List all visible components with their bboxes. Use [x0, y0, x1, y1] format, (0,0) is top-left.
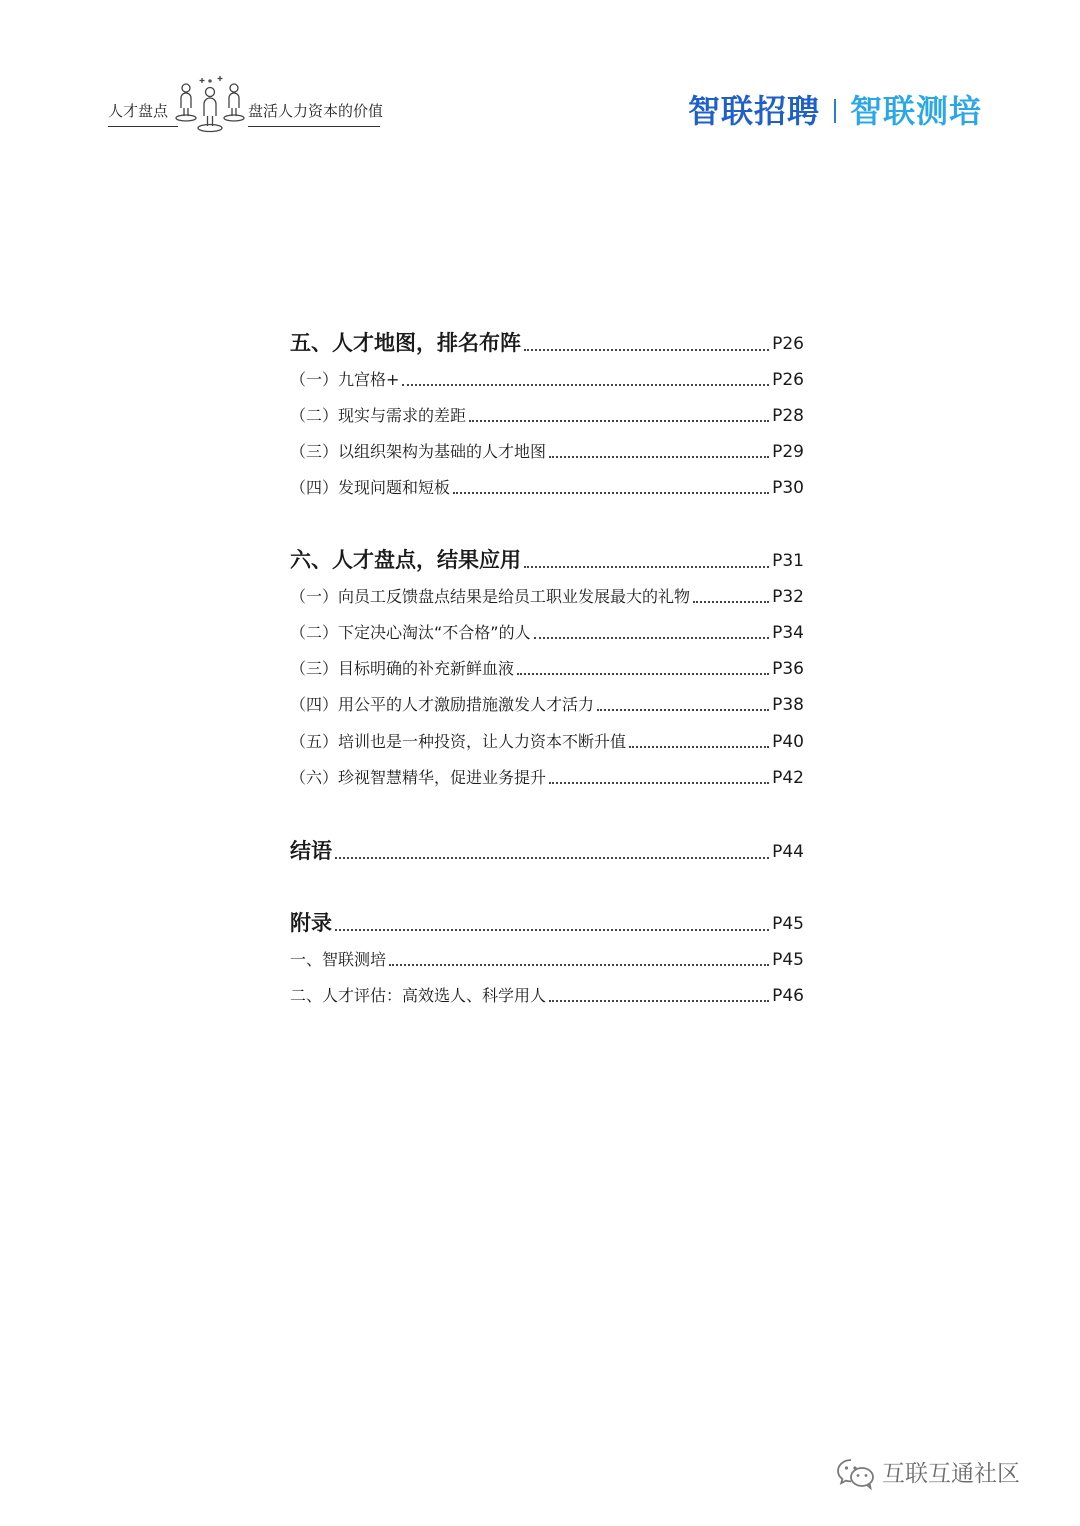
header-rule-right	[248, 126, 380, 127]
toc-item-title: （一）九宫格+	[290, 370, 400, 389]
toc-leader-dots	[549, 1000, 769, 1002]
brand-divider	[834, 99, 836, 123]
toc-item-title: （三）以组织架构为基础的人才地图	[290, 442, 547, 461]
toc-item-title: （四）用公平的人才激励措施激发人才活力	[290, 695, 595, 714]
toc-item-title: （二）下定决心淘汰“不合格”的人	[290, 623, 531, 642]
toc-item[interactable]	[290, 405, 804, 427]
toc-leader-dots	[549, 782, 769, 784]
header-left-text: 人才盘点	[108, 102, 169, 120]
toc-item[interactable]	[290, 767, 804, 789]
toc-item[interactable]	[290, 694, 804, 716]
toc-item[interactable]	[290, 586, 804, 608]
toc-item[interactable]	[290, 477, 804, 499]
people-group-icon	[174, 74, 248, 136]
toc-leader-dots	[402, 384, 769, 386]
toc-leader-dots	[517, 673, 769, 675]
toc-leader-dots	[534, 637, 770, 639]
toc-section-heading[interactable]	[290, 910, 804, 936]
toc-item[interactable]	[290, 658, 804, 680]
toc-leader-dots	[693, 601, 769, 603]
header-rule-left	[108, 126, 178, 127]
toc-page-number: P26	[772, 370, 804, 390]
brand-logo	[688, 90, 982, 132]
toc-item-title: （五）培训也是一种投资，让人力资本不断升值	[290, 732, 627, 751]
toc-leader-dots	[549, 456, 769, 458]
toc-item[interactable]	[290, 731, 804, 753]
toc-page-number: P29	[772, 442, 804, 462]
wechat-icon	[836, 1457, 876, 1491]
toc-item-title: （六）珍视智慧精华，促进业务提升	[290, 768, 547, 787]
brand-secondary: 智联测培	[850, 92, 983, 130]
toc-item[interactable]	[290, 369, 804, 391]
toc-leader-dots	[524, 349, 769, 351]
toc-item-title: （二）现实与需求的差距	[290, 406, 467, 425]
toc-page-number: P38	[772, 695, 804, 715]
toc-page-number: P36	[772, 659, 804, 679]
toc-leader-dots	[469, 420, 769, 422]
toc-section-title: 结语	[290, 839, 332, 863]
brand-primary: 智联招聘	[688, 92, 821, 130]
watermark	[836, 1454, 1020, 1494]
toc-section-title: 六、人才盘点，结果应用	[290, 548, 521, 572]
toc-item-title: 一、智联测培	[290, 950, 387, 969]
toc-item-title: 二、人才评估：高效选人、科学用人	[290, 986, 547, 1005]
toc-leader-dots	[453, 492, 769, 494]
toc-section-heading[interactable]	[290, 330, 804, 356]
toc-section-title: 五、人才地图，排名布阵	[290, 331, 521, 355]
toc-leader-dots	[335, 857, 769, 859]
toc-section-heading[interactable]	[290, 838, 804, 864]
toc-page-number: P34	[772, 623, 804, 643]
header-tagline	[108, 74, 388, 136]
toc-page-number: P42	[772, 768, 804, 788]
toc-item-title: （一）向员工反馈盘点结果是给员工职业发展最大的礼物	[290, 587, 691, 606]
toc-page-number: P32	[772, 587, 804, 607]
toc-item-title: （三）目标明确的补充新鲜血液	[290, 659, 515, 678]
header-right-text: 盘活人力资本的价值	[248, 102, 384, 120]
toc-leader-dots	[629, 746, 769, 748]
toc-leader-dots	[597, 709, 769, 711]
toc-page-number: P30	[772, 478, 804, 498]
toc-item[interactable]	[290, 622, 804, 644]
toc-leader-dots	[524, 566, 769, 568]
toc-page-number: P45	[772, 914, 804, 934]
toc-page-number: P28	[772, 406, 804, 426]
toc-leader-dots	[389, 964, 769, 966]
watermark-text: 互联互通社区	[882, 1461, 1020, 1487]
toc-item[interactable]	[290, 949, 804, 971]
toc-page-number: P46	[772, 986, 804, 1006]
toc-item[interactable]	[290, 985, 804, 1007]
toc-page-number: P44	[772, 842, 804, 862]
toc-page-number: P40	[772, 732, 804, 752]
toc-page-number: P45	[772, 950, 804, 970]
toc-section-title: 附录	[290, 911, 332, 935]
toc-page-number: P31	[772, 551, 804, 571]
toc-leader-dots	[335, 929, 769, 931]
toc-item[interactable]	[290, 441, 804, 463]
toc-item-title: （四）发现问题和短板	[290, 478, 451, 497]
toc-page-number: P26	[772, 334, 804, 354]
toc-section-heading[interactable]	[290, 547, 804, 573]
